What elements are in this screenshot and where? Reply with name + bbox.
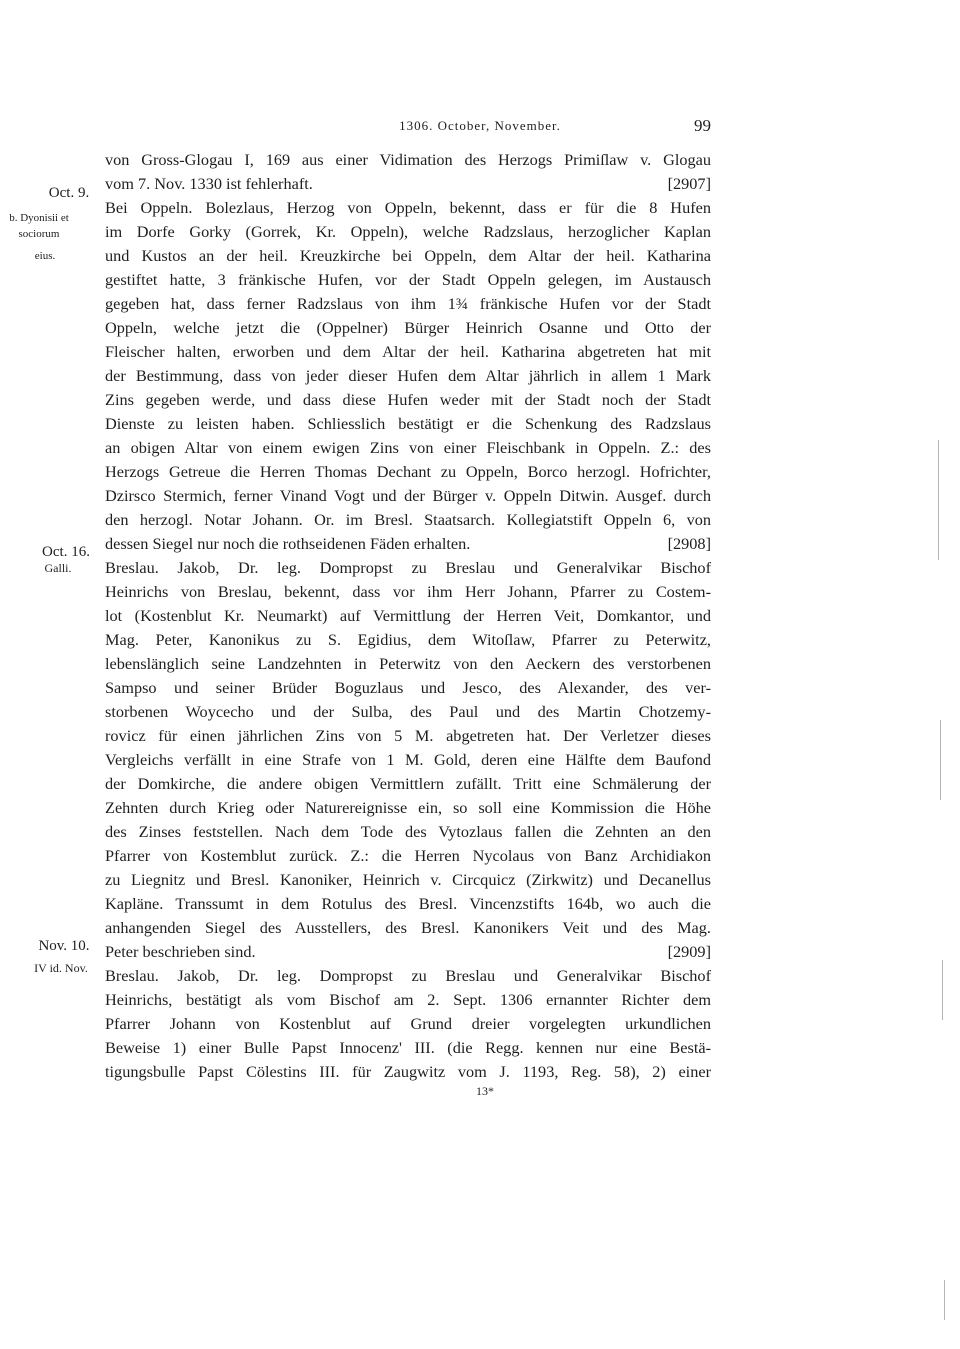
text-line: Heinrichs, bestätigt als vom Bischof am 2. Sept. 1306 ernannter Richter dem [105, 990, 711, 1009]
margin-date-oct16: Oct. 16. [42, 544, 90, 560]
text-line: den herzogl. Notar Johann. Or. im Bresl. Staatsarch. Kollegiatstift Oppeln 6, von [105, 510, 711, 529]
reference-number: [2907] [667, 174, 711, 193]
text-line: Bei Oppeln. Bolezlaus, Herzog von Oppeln, bekennt, dass er für die 8 Hufen [105, 198, 711, 217]
scan-edge-mark [942, 960, 943, 1020]
text-line: anhangenden Siegel des Ausstellers, des Bresl. Kanonikers Veit und des Mag. [105, 918, 711, 937]
text-line: Zehnten durch Krieg oder Naturereignisse ein, so soll eine Kommission die Höhe [105, 798, 711, 817]
reference-number: [2909] [667, 942, 711, 961]
text-line: der Domkirche, die andere obigen Vermittlern zufällt. Tritt eine Schmälerung der [105, 774, 711, 793]
text-line: von Gross-Glogau I, 169 aus einer Vidimation des Herzogs Primiſlaw v. Glogau [105, 150, 711, 169]
text-line: Kapläne. Transsumt in dem Rotulus des Bresl. Vincenzstifts 164b, wo auch die [105, 894, 711, 913]
text-line: Fleischer halten, erworben und dem Altar der heil. Katharina abgetreten hat mit [105, 342, 711, 361]
text-line: Heinrichs von Breslau, bekennt, dass vor ihm Herr Johann, Pfarrer zu Costem- [105, 582, 711, 601]
text-line: Mag. Peter, Kanonikus zu S. Egidius, dem Witoſlaw, Pfarrer zu Peterwitz, [105, 630, 711, 649]
text-line: Pfarrer von Kostemblut zurück. Z.: die Herren Nycolaus von Banz Archidiakon [105, 846, 711, 865]
page-number: 99 [694, 116, 711, 135]
reference-number: [2908] [667, 534, 711, 553]
text-line: vom 7. Nov. 1330 ist fehlerhaft. [105, 174, 313, 193]
text-line: rovicz für einen jährlichen Zins von 5 M. abgetreten hat. Der Verletzer dieses [105, 726, 711, 745]
text-line: Oppeln, welche jetzt die (Oppelner) Bürger Heinrich Osanne und Otto der [105, 318, 711, 337]
text-line: Sampso und seiner Brüder Boguzlaus und Jesco, des Alexander, des ver- [105, 678, 711, 697]
margin-date-oct9: Oct. 9. [48, 185, 90, 201]
text-line: Breslau. Jakob, Dr. leg. Dompropst zu Breslau und Generalvikar Bischof [105, 558, 711, 577]
text-line: Breslau. Jakob, Dr. leg. Dompropst zu Breslau und Generalvikar Bischof [105, 966, 711, 985]
scan-edge-mark [940, 720, 941, 800]
signature-mark: 13* [476, 1084, 494, 1098]
text-line: gestiftet hatte, 3 fränkische Hufen, vor der Stadt Oppeln gelegen, im Austausch [105, 270, 711, 289]
text-line: tigungsbulle Papst Cölestins III. für Zaugwitz vom J. 1193, Reg. 58), 2) einer [105, 1062, 711, 1081]
text-line: storbenen Woycecho und der Sulba, des Paul und des Martin Chotzemy- [105, 702, 711, 721]
text-line: Zins gegeben werde, und dass diese Hufen weder mit der Stadt noch der Stadt [105, 390, 711, 409]
text-line: Vergleichs verfällt in eine Strafe von 1 M. Gold, deren eine Hälfte dem Baufond [105, 750, 711, 769]
text-line: Beweise 1) einer Bulle Papst Innocenz' III. (die Regg. kennen nur eine Bestä- [105, 1038, 711, 1057]
text-line: im Dorfe Gorky (Gorrek, Kr. Oppeln), welche Radzslaus, herzoglicher Kaplan [105, 222, 711, 241]
text-line: lebenslänglich seine Landzehnten in Peterwitz von den Aeckern des verstorbenen [105, 654, 711, 673]
text-line: des Zinses feststellen. Nach dem Tode des Vytozlaus fallen die Zehnten an den [105, 822, 711, 841]
text-line: Herzogs Getreue die Herren Thomas Dechant zu Oppeln, Borco herzogl. Hofrichter, [105, 462, 711, 481]
text-line: Peter beschrieben sind. [105, 942, 256, 961]
text-line: und Kustos an der heil. Kreuzkirche bei Oppeln, dem Altar der heil. Katharina [105, 246, 711, 265]
margin-note-oct9-line1: b. Dyonisii et [9, 212, 69, 224]
text-line: Pfarrer Johann von Kostenblut auf Grund dreier vorgelegten urkundlichen [105, 1014, 711, 1033]
text-line: an obigen Altar von einem ewigen Zins von einer Fleischbank in Oppeln. Z.: des [105, 438, 711, 457]
margin-note-oct9-line2: sociorum [18, 228, 60, 240]
text-line: gegeben hat, dass ferner Radzslaus von ihm 1¾ fränkische Hufen vor der Stadt [105, 294, 711, 313]
margin-note-oct16: Galli. [44, 561, 72, 575]
margin-date-nov10: Nov. 10. [38, 938, 90, 954]
text-line: zu Liegnitz und Bresl. Kanoniker, Heinrich v. Circquicz (Zirkwitz) und Decanellus [105, 870, 711, 889]
text-line: Dienste zu leisten haben. Schliesslich bestätigt er die Schenkung des Radzslaus [105, 414, 711, 433]
margin-note-oct9-line3: eius. [34, 250, 56, 262]
scan-edge-mark [938, 440, 939, 560]
margin-note-nov10: IV id. Nov. [34, 961, 88, 975]
text-line: Dzirsco Stermich, ferner Vinand Vogt und der Bürger v. Oppeln Ditwin. Ausgef. durch [105, 486, 711, 505]
scan-edge-mark [944, 1280, 945, 1320]
text-line: lot (Kostenblut Kr. Neumarkt) auf Vermittlung der Herren Veit, Domkantor, und [105, 606, 711, 625]
text-line: der Bestimmung, dass von jeder dieser Hufen dem Altar jährlich in allem 1 Mark [105, 366, 711, 385]
text-line: dessen Siegel nur noch die rothseidenen Fäden erhalten. [105, 534, 471, 553]
running-header: 1306. October, November. [399, 118, 561, 133]
